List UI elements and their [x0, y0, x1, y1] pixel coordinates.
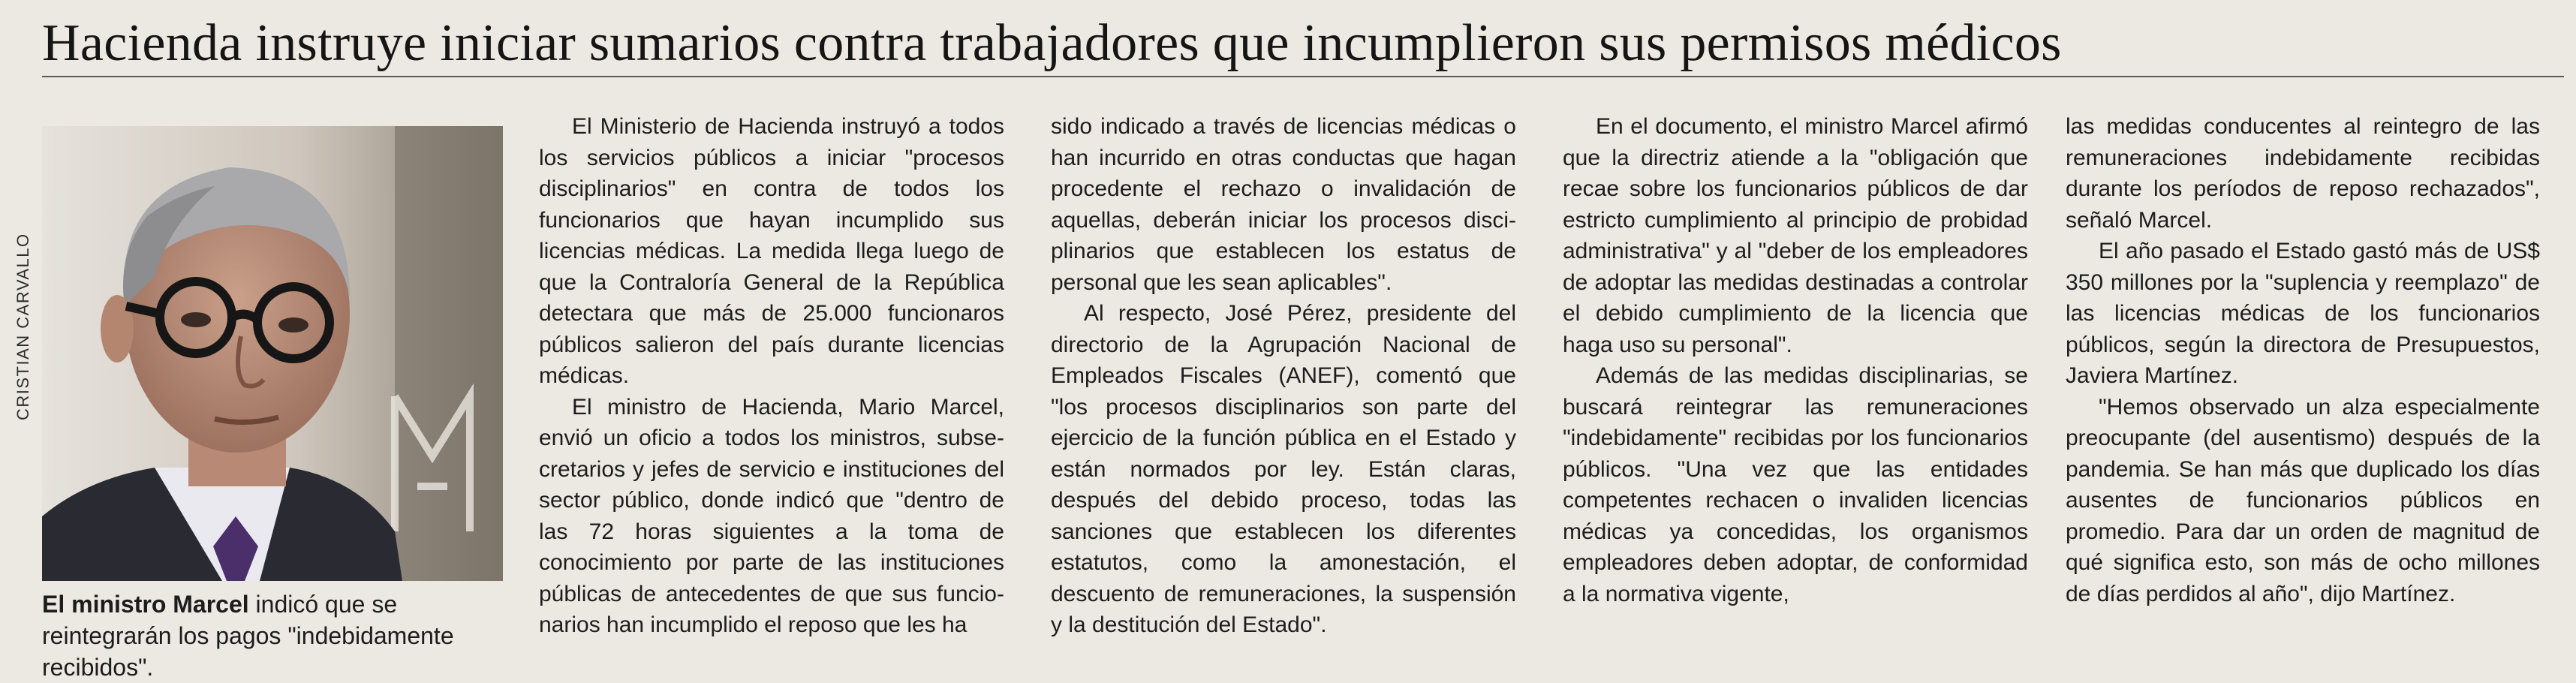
portrait-illustration	[42, 126, 503, 581]
paragraph: "Hemos observado un alza especialmente preocupante (del ausentismo) después de la pandemia. Se han más que duplicado los días ausentes de funcionarios públicos en promedio. Para dar un orden de magnitud de qué significa esto, son más de ocho millones de días perdidos al año", dijo Martínez.	[2066, 394, 2540, 606]
paragraph: El ministro de Hacienda, Mario Marcel, envió un oficio a todos los ministros, subsecretarios y jefes de servicio e instituciones del sector público, donde indicó que "dentro de las 72 horas siguientes a la toma de conocimiento por parte de las instituciones públicas de antecedentes de que sus funcionarios han incumplido el reposo que les ha	[539, 394, 1004, 637]
article-column-4	[2066, 111, 2540, 609]
paragraph: En el documento, el ministro Marcel afirmó que la directriz atiende a la "obligación que recae sobre los funcionarios públicos de dar estricto cumplimiento al principio de probidad administrativa" y al "deber de los empleadores de adoptar las medidas destinadas a controlar el debido cumplimiento de la licencia que haga uso su personal".	[1563, 114, 2028, 357]
caption-text: indicó que se reintegrarán los pagos "indebidamente recibidos".	[42, 591, 454, 681]
photo-caption	[42, 588, 507, 683]
article-column-1	[539, 111, 1004, 641]
paragraph: sido indicado a través de licencias médicas o han incurrido en otras conductas que hagan procedente el rechazo o invalidación de aquellas, deberán iniciar los procesos disciplinarios que establecen los estatus de personal que les sean aplicables".	[1051, 114, 1516, 295]
paragraph: las medidas conducentes al reintegro de las remuneraciones indebidamente recibidas durante los períodos de reposo rechazados", señaló Marcel.	[2066, 114, 2540, 233]
photo-credit: CRISTIAN CARVALLO	[14, 233, 32, 420]
article-column-2	[1051, 111, 1516, 641]
paragraph: Además de las medidas disciplinarias, se buscará reintegrar las remuneraciones "indebidamente" recibidas por los funcionarios públicos. "Una vez que las entidades competentes rechacen o invaliden licencias médicas ya concedidas, los organismos empleadores deben adoptar, de conformidad a la normativa vigente,	[1563, 363, 2028, 606]
headline: Hacienda instruye iniciar sumarios contra trabajadores que incumplieron sus permisos médicos	[42, 14, 2062, 72]
headline-rule	[42, 76, 2564, 77]
paragraph: El año pasado el Estado gastó más de US$ 350 millones por la "suplencia y reemplazo" de las licencias médicas de los funcionarios públicos, según la directora de Presupuestos, Javiera Martínez.	[2066, 239, 2540, 388]
paragraph: El Ministerio de Hacienda instruyó a todos los servicios públicos a iniciar "procesos disciplinarios" en contra de todos los funcionarios que hayan incumplido sus licencias médicas. La medida llega luego de que la Contraloría General de la República detectara que más de 25.000 funcionaros públicos salieron del país durante licencias médicas.	[539, 114, 1004, 388]
article-column-3	[1563, 111, 2028, 609]
caption-lead: El ministro Marcel	[42, 591, 249, 618]
paragraph: Al respecto, José Pérez, presidente del directorio de la Agrupación Nacional de Empleados Fiscales (ANEF), comentó que "los procesos disciplinarios son parte del ejercicio de la función pública en el Estado y están normados por ley. Están claras, después del debido proceso, todas las sanciones que establecen los diferentes estatutos, como la amonestación, el descuento de remuneraciones, la suspensión y la destitución del Estado".	[1051, 301, 1516, 637]
photo-minister-marcel	[42, 126, 503, 581]
